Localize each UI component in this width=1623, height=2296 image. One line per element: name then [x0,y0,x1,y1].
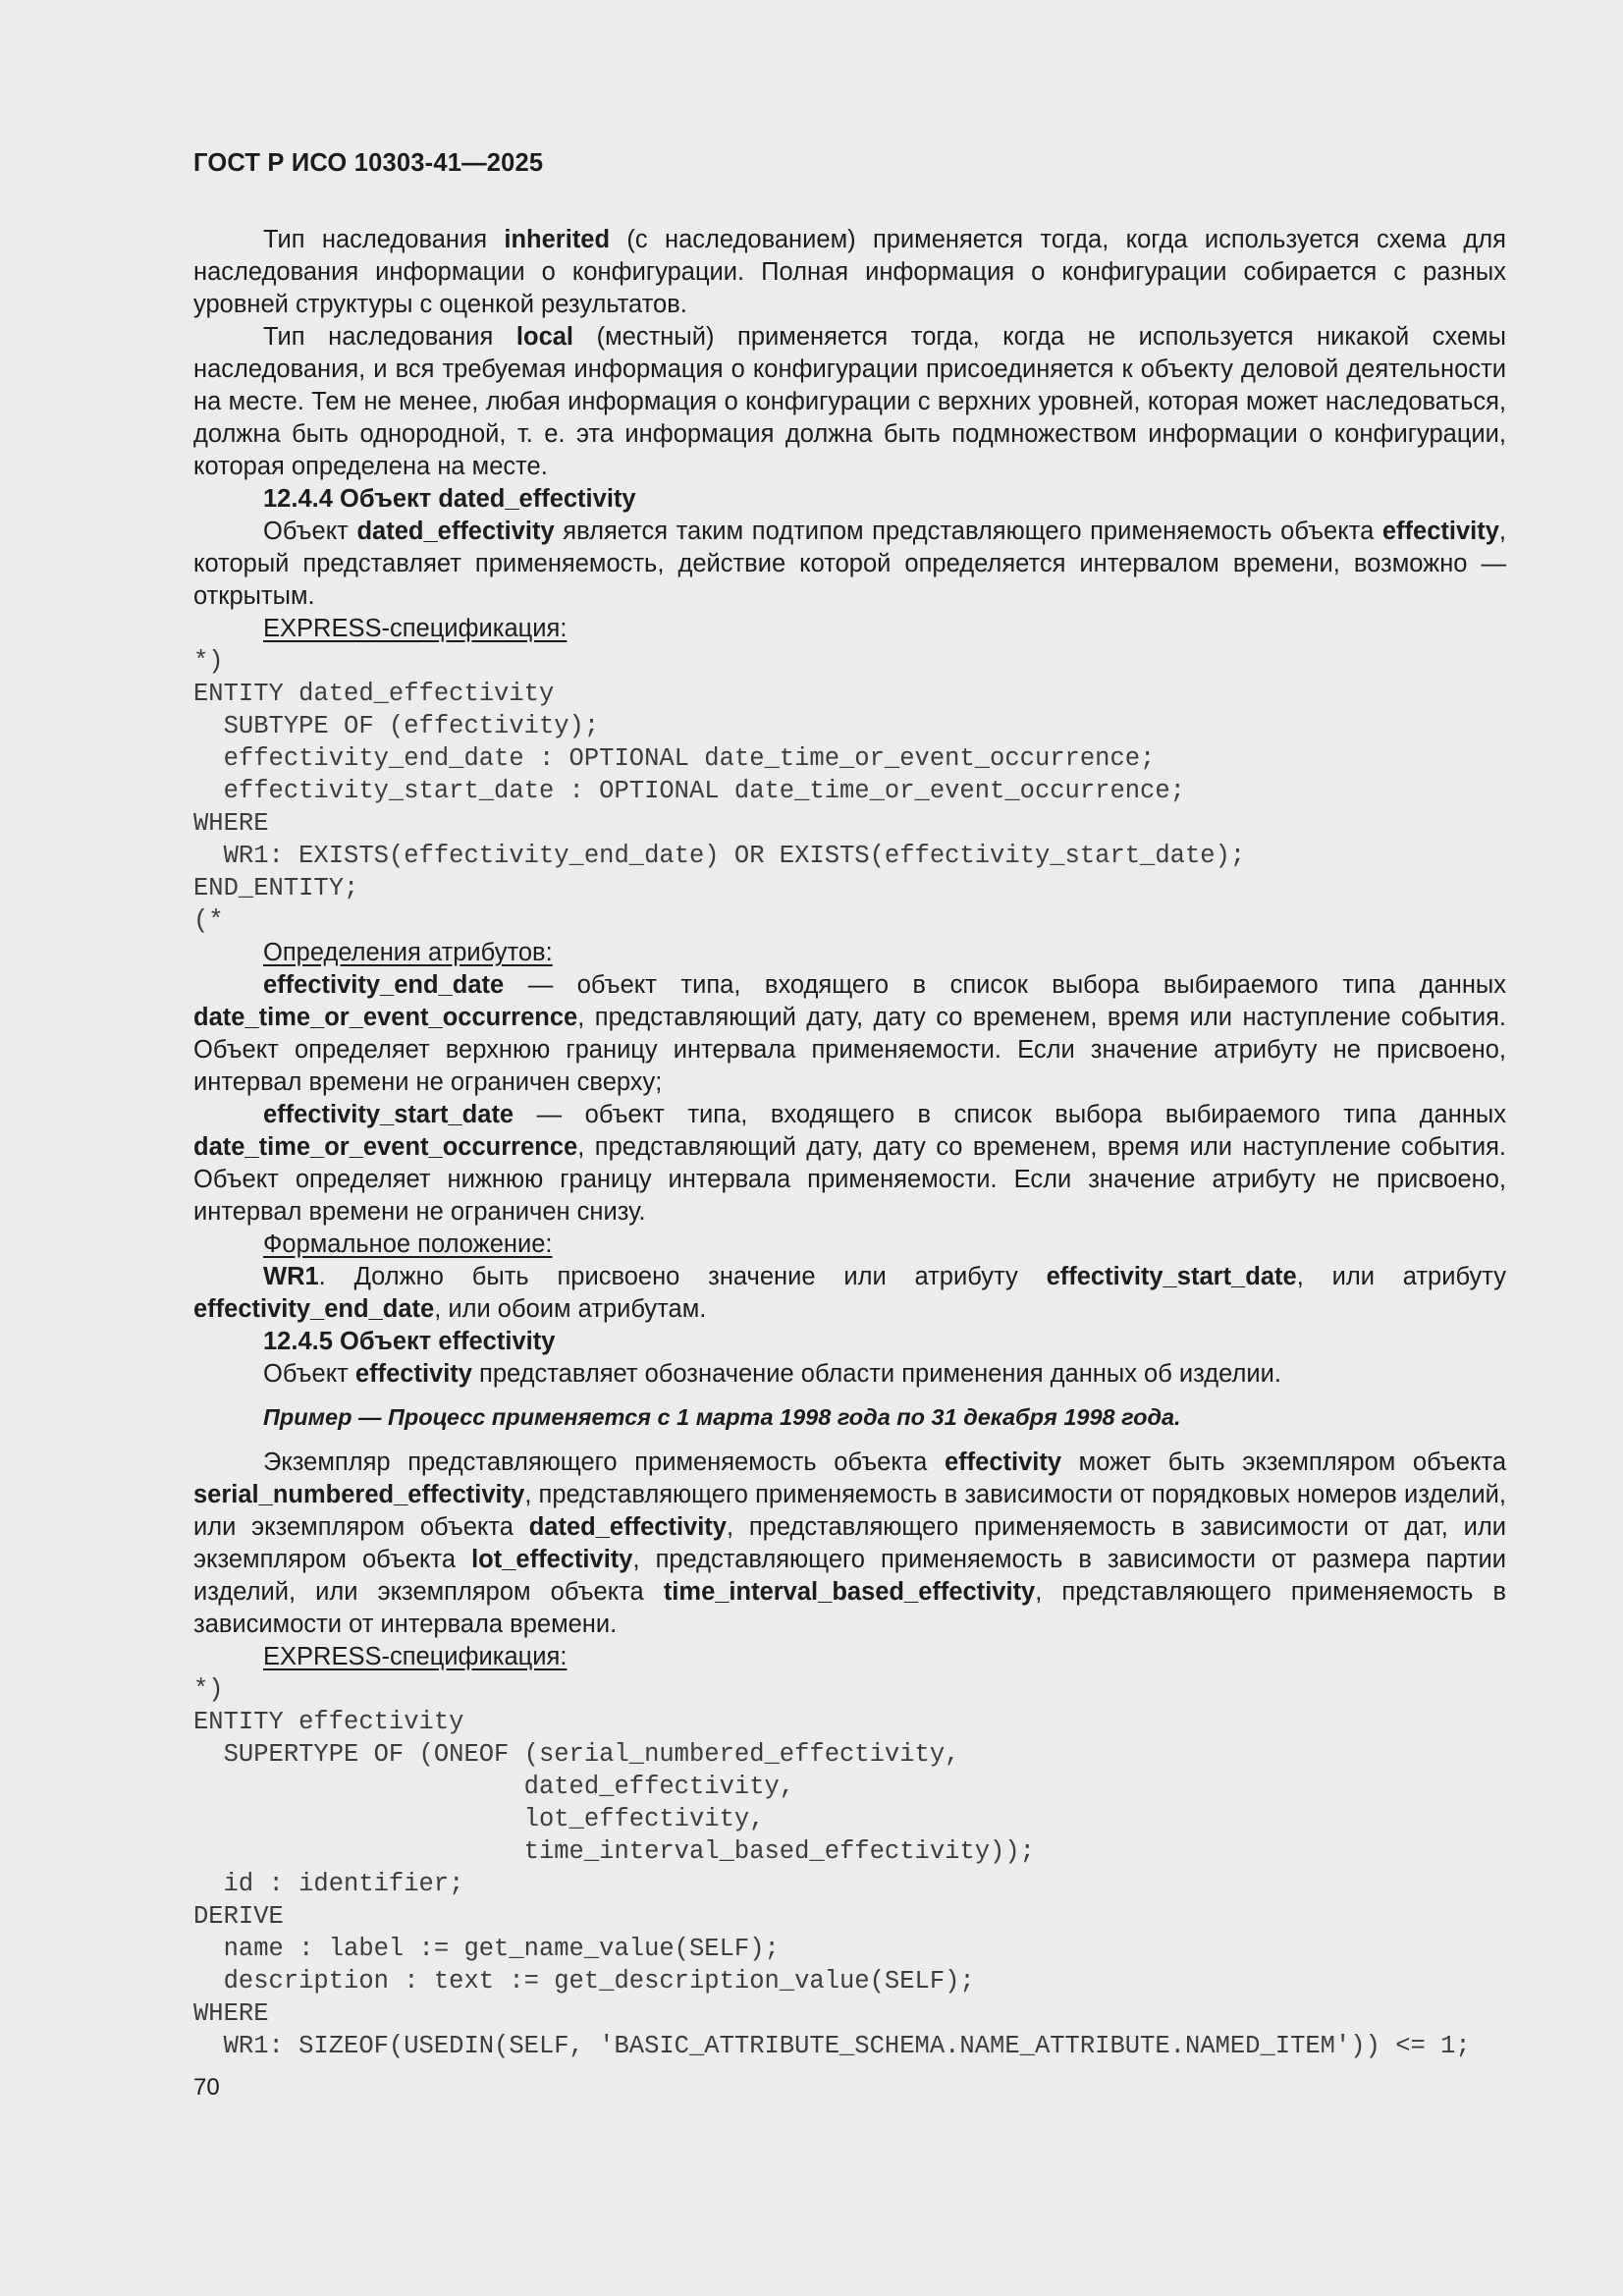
attribute-definition-start-date [193,1099,1506,1229]
term-date-time-or-event-occurrence: date_time_or_event_occurrence [193,1133,578,1161]
paragraph-dated-effectivity [193,516,1506,613]
paragraph-effectivity-instances [193,1447,1506,1641]
term-serial-numbered-effectivity: serial_numbered_effectivity [193,1481,525,1508]
text-run: — объект типа, входящего в список выбора выбираемого типа данных [514,1101,1506,1128]
document-header: ГОСТ Р ИСО 10303-41—2025 [193,149,544,177]
text-run: , или обоим атрибутам. [434,1295,707,1323]
page-number: 70 [193,2074,220,2101]
express-spec-label: EXPRESS-спецификация: [263,615,568,642]
paragraph-effectivity [193,1358,1506,1391]
paragraph-inherited [193,224,1506,321]
text-run: (местный) применяется тогда, когда не используется никакой схемы наследования, и вся требуемая информация о конфигурации присоединяется к объекту деловой деятельности на месте. Тем не менее, любая информация о конфигурации с верхних уровней, которая может наследоваться, должна быть однородной, т. е. эта информация должна быть подмножеством информации о конфигурации, которая определена на месте. [193,323,1506,480]
text-run: , представляющий дату, дату со временем, время или наступление события. Объект определяет верхнюю границу интервала применяемости. Если значение атрибуту не присвоено, интервал времени не ограничен сверху; [193,1004,1506,1096]
section-heading-12-4-5: 12.4.5 Объект effectivity [263,1328,556,1355]
term-local: local [515,323,574,351]
text-run: Экземпляр представляющего применяемость объекта [263,1449,945,1476]
text-run: , представляющего применяемость в зависимости от порядковых номеров изделий, или экземпляром объекта [193,1481,1506,1541]
attribute-definitions-label: Определения атрибутов: [263,939,553,966]
term-effectivity-end-date: effectivity_end_date [263,971,505,999]
text-run: представляет обозначение области применения данных об изделии. [471,1360,1281,1388]
text-run: , который представляет применяемость, действие которой определяется интервалом времени, возможно — открытым. [193,518,1507,610]
page-content [193,224,1506,2062]
term-wr1: WR1 [263,1263,319,1290]
term-effectivity: effectivity [945,1449,1062,1476]
express-spec-label: EXPRESS-спецификация: [263,1643,568,1670]
text-run: является таким подтипом представляющего применяемость объекта [554,518,1382,545]
example-note: Пример — Процесс применяется с 1 марта 1998 года по 31 декабря 1998 года. [263,1404,1181,1430]
term-effectivity: effectivity [354,1360,472,1388]
text-run: — объект типа, входящего в список выбора выбираемого типа данных [504,971,1506,999]
section-heading-12-4-4: 12.4.4 Объект dated_effectivity [263,485,636,513]
term-effectivity-end-date: effectivity_end_date [193,1295,435,1323]
text-run: , или атрибуту [1296,1263,1506,1290]
term-dated-effectivity: dated_effectivity [356,518,555,545]
express-code-dated-effectivity: *) ENTITY dated_effectivity SUBTYPE OF (effectivity); effectivity_end_date : OPTIONAL date_time_or_event_occurrence; effectivity_start_date : OPTIONAL date_time_or_event_occurrence; WHERE WR1: EXISTS(effectivity_end_date) OR EXISTS(effectivity_start_date); END_ENTITY; (* [193,647,1246,935]
term-inherited: inherited [504,226,611,253]
attribute-definition-end-date [193,969,1506,1099]
text-run: , представляющего применяемость в зависимости от размера партии изделий, или экземпляром объекта [193,1546,1506,1606]
express-code-effectivity: *) ENTITY effectivity SUPERTYPE OF (ONEOF (serial_numbered_effectivity, dated_effectivity, lot_effectivity, time_interval_based_effectivity)); id : identifier; DERIVE name : label := get_name_value(SELF); description : text := get_description_value(SELF); WHERE WR1: SIZEOF(USEDIN(SELF, 'BASIC_ATTRIBUTE_SCHEMA.NAME_ATTRIBUTE.NAMED_ITEM')) <= 1; [193,1675,1471,2060]
formal-proposition-label: Формальное положение: [263,1230,553,1258]
term-time-interval-based-effectivity: time_interval_based_effectivity [663,1578,1036,1606]
text-run: , представляющего применяемость в зависимости от интервала времени. [193,1578,1506,1638]
text-run: Объект [263,518,357,545]
formal-proposition-wr1 [193,1261,1506,1326]
paragraph-local [193,321,1506,483]
term-lot-effectivity: lot_effectivity [471,1546,633,1573]
text-run: Тип наследования [263,226,505,253]
text-run: может быть экземпляром объекта [1061,1449,1506,1476]
term-date-time-or-event-occurrence: date_time_or_event_occurrence [193,1004,578,1031]
text-run: , представляющий дату, дату со временем, время или наступление события. Объект определяет нижнюю границу интервала применяемости. Если значение атрибуту не присвоено, интервал времени не ограничен снизу. [193,1133,1506,1226]
text-run: , представляющего применяемость в зависимости от дат, или экземпляром объекта [193,1513,1506,1573]
text-run: Объект [263,1360,355,1388]
term-effectivity-start-date: effectivity_start_date [1046,1263,1297,1290]
term-effectivity: effectivity [1381,518,1499,545]
text-run: . Должно быть присвоено значение или атрибуту [318,1263,1047,1290]
term-effectivity-start-date: effectivity_start_date [263,1101,514,1128]
text-run: Тип наследования [263,323,516,351]
text-run: (с наследованием) применяется тогда, когда используется схема для наследования информации о конфигурации. Полная информация о конфигурации собирается с разных уровней структуры с оценкой результатов. [193,226,1506,318]
term-dated-effectivity: dated_effectivity [528,1513,727,1541]
